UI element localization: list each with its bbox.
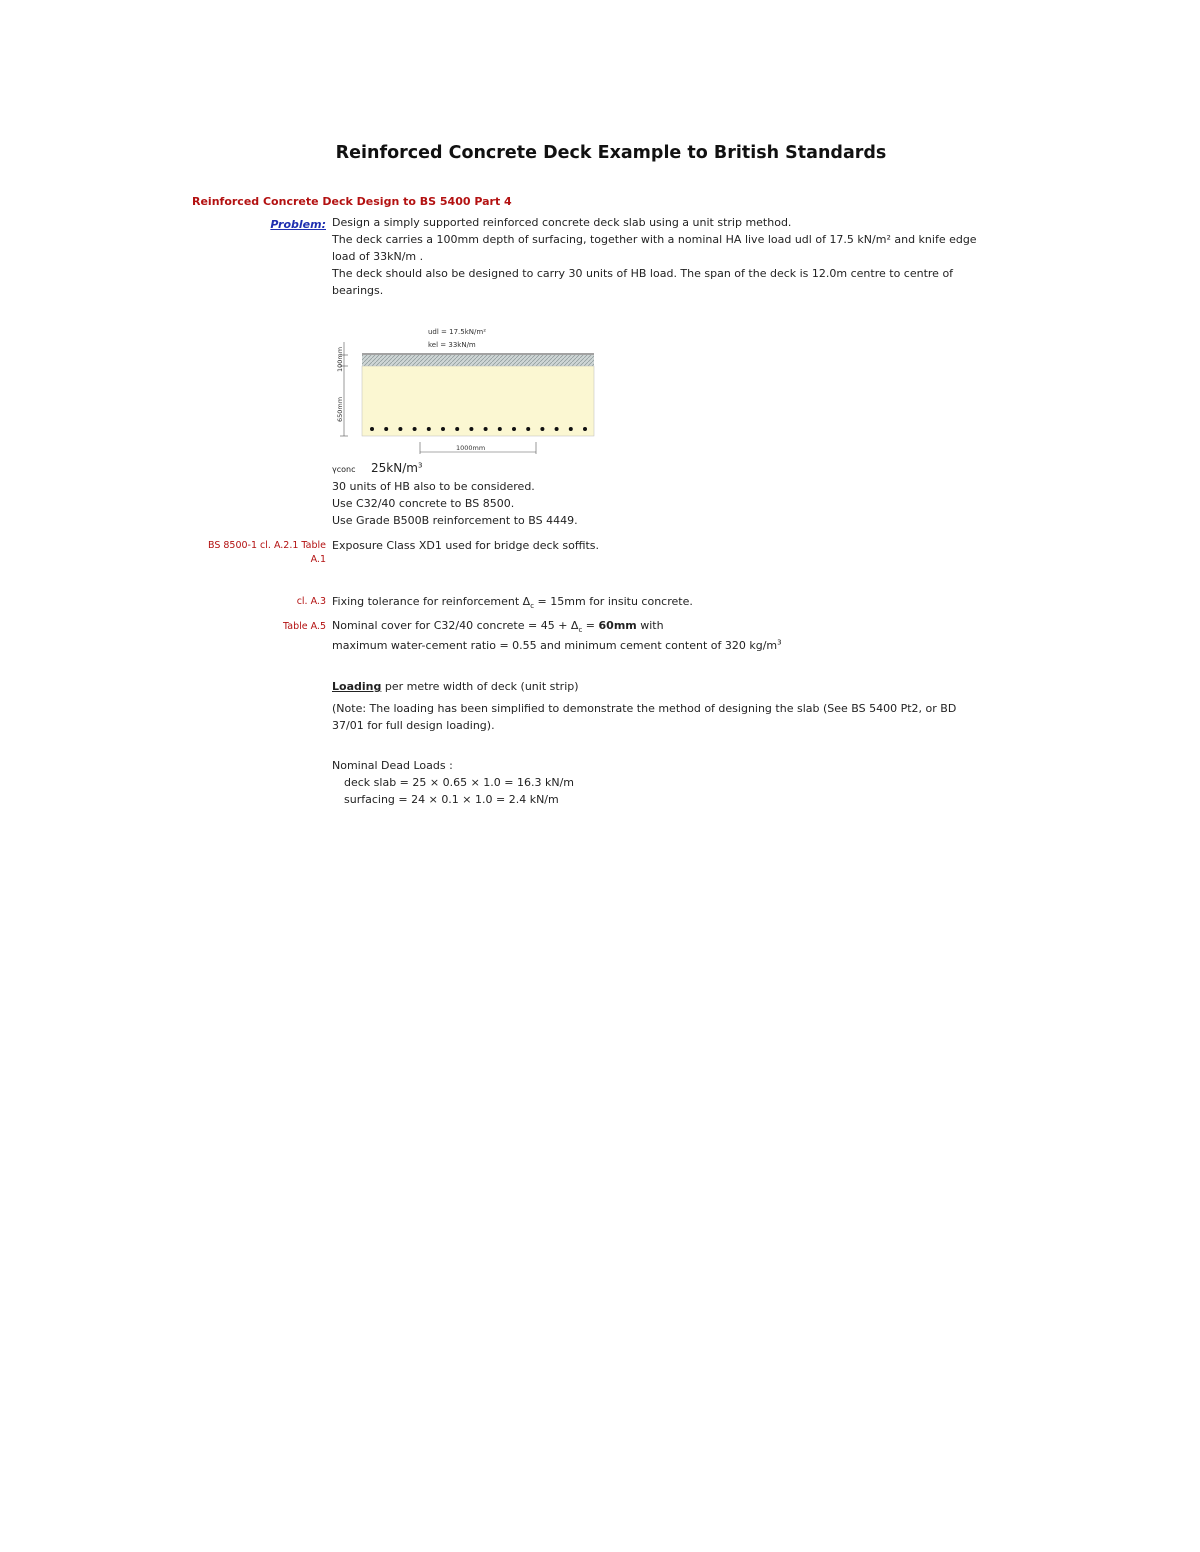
section-heading: Reinforced Concrete Deck Design to BS 5400 Part 4 (192, 195, 512, 208)
loading-note (332, 700, 956, 734)
rebar-dot (512, 427, 516, 431)
rebar-dot (398, 427, 402, 431)
problem-line-4: The deck should also be designed to carry 30 units of HB load. The span of the deck is 12.0m centre to centre of (332, 267, 954, 280)
rebar-dot (526, 427, 530, 431)
deck-slab-load: deck slab = 25 × 0.65 × 1.0 = 16.3 kN/m (344, 776, 575, 789)
rebar-dot (484, 427, 488, 431)
cover-line-2 (332, 637, 782, 654)
fixing-sub: c (530, 602, 535, 611)
materials-block (332, 460, 578, 529)
nominal-cover (332, 617, 782, 654)
fixing-text-b: = 15mm for insitu concrete. (534, 595, 693, 608)
cover-reference: Table A.5 (283, 621, 326, 632)
problem-statement (332, 214, 977, 299)
deck-slab (362, 366, 594, 436)
loading-subtitle: per metre width of deck (unit strip) (381, 680, 579, 693)
rebar-dot (441, 427, 445, 431)
cover-text-c: with (636, 619, 664, 632)
rebar-dot (569, 427, 573, 431)
kel-label: kel = 33kN/m (428, 341, 476, 349)
problem-line-2: The deck carries a 100mm depth of surfacing, together with a nominal HA live load udl of 17.5 kN/m² and knife edge (332, 233, 977, 246)
cover-text-b: = (582, 619, 599, 632)
fixing-text-a: Fixing tolerance for reinforcement Δ (332, 595, 531, 608)
width-label: 1000mm (456, 444, 486, 452)
rebar-dot (498, 427, 502, 431)
reinforcement-grade: Use Grade B500B reinforcement to BS 4449. (332, 514, 578, 527)
density-exponent: 3 (417, 461, 423, 470)
surfacing-depth-label: 100mm (336, 346, 344, 372)
density-value: 25kN/m (371, 461, 418, 475)
problem-label: Problem: (270, 218, 326, 231)
exposure-reference: BS 8500-1 cl. A.2.1 Table A.1 (207, 540, 326, 565)
concrete-grade: Use C32/40 concrete to BS 8500. (332, 497, 515, 510)
problem-line-3: load of 33kN/m . (332, 250, 424, 263)
loading-title: Loading (332, 680, 382, 693)
rebar-dot (384, 427, 388, 431)
cover-value: 60mm (598, 619, 637, 632)
problem-line-5: bearings. (332, 284, 384, 297)
cover-sub: c (578, 626, 583, 635)
dead-loads (332, 757, 574, 808)
rebar-dot (469, 427, 473, 431)
hb-note: 30 units of HB also to be considered. (332, 480, 535, 493)
rebar-dot (540, 427, 544, 431)
fixing-tolerance (332, 593, 693, 610)
cover-line-1 (332, 617, 782, 634)
udl-label: udl = 17.5kN/m² (428, 328, 486, 336)
dead-loads-heading: Nominal Dead Loads : (332, 759, 453, 772)
loading-note-line-2: 37/01 for full design loading). (332, 719, 495, 732)
water-cement-text: maximum water-cement ratio = 0.55 and minimum cement content of 320 kg/m (332, 639, 778, 652)
density-line (332, 460, 578, 478)
surfacing-hatch (362, 355, 594, 366)
rebar-dot (413, 427, 417, 431)
page-title: Reinforced Concrete Deck Example to British Standards (335, 143, 887, 163)
loading-heading (332, 678, 579, 695)
problem-line-1: Design a simply supported reinforced concrete deck slab using a unit strip method. (332, 216, 792, 229)
fixing-reference: cl. A.3 (296, 596, 326, 607)
rebar-dot (555, 427, 559, 431)
cover-text-a: Nominal cover for C32/40 concrete = 45 + Δ (332, 619, 579, 632)
loading-note-line-1: (Note: The loading has been simplified to demonstrate the method of designing the slab (See BS 5400 Pt2, or BD (332, 702, 957, 715)
rebar-dot (427, 427, 431, 431)
surfacing-load: surfacing = 24 × 0.1 × 1.0 = 2.4 kN/m (344, 793, 559, 806)
exposure-text: Exposure Class XD1 used for bridge deck soffits. (332, 539, 600, 552)
rebar-dot (583, 427, 587, 431)
rebar-dot (370, 427, 374, 431)
density-symbol: γconc (332, 465, 356, 474)
slab-depth-label: 650mm (336, 396, 344, 422)
deck-section-diagram (336, 322, 606, 458)
cement-exp: 3 (777, 638, 782, 647)
rebar-dot (455, 427, 459, 431)
